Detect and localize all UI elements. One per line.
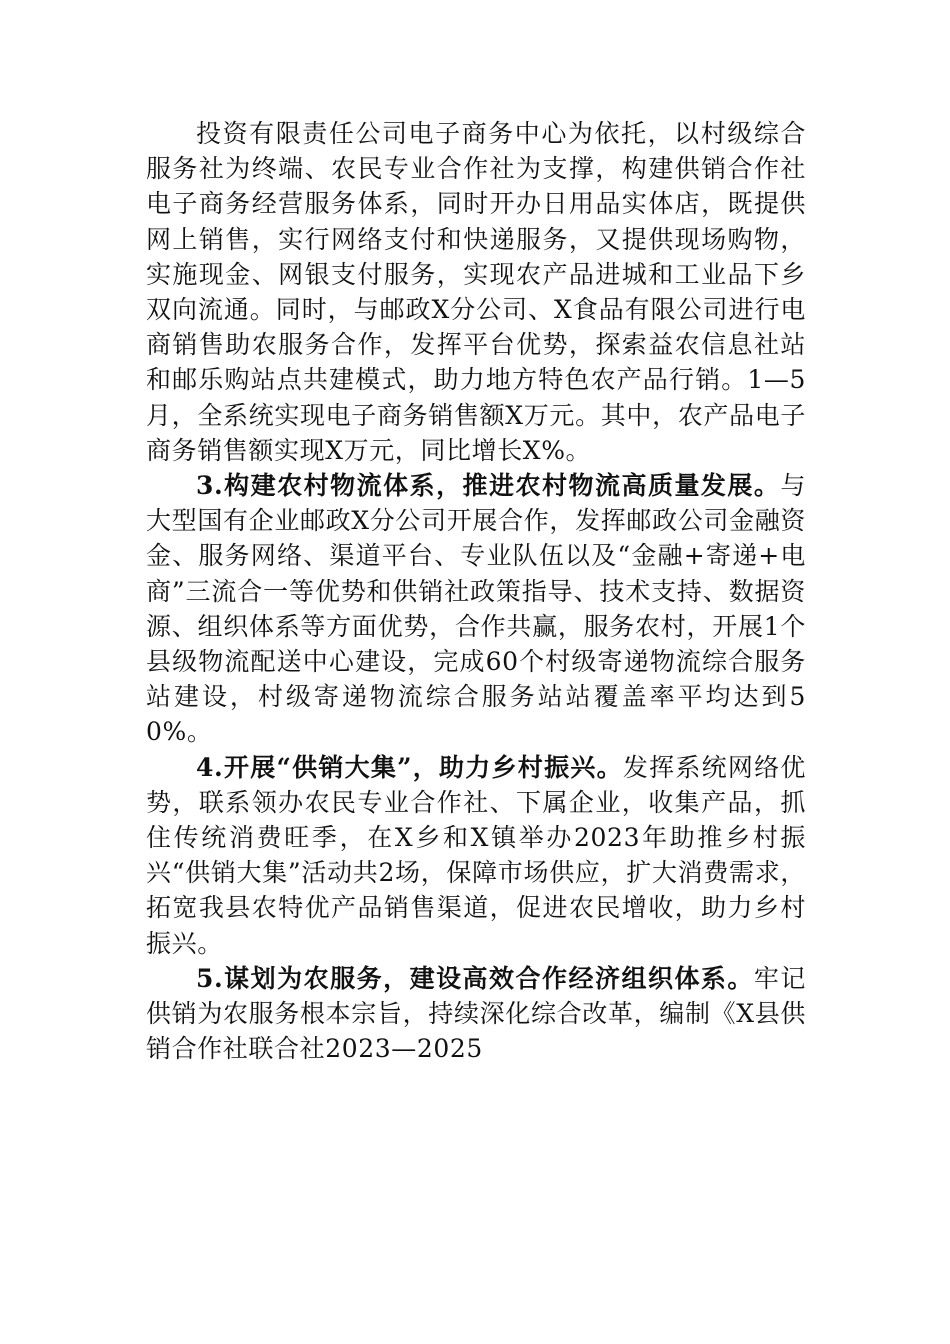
paragraph-logistics <box>146 468 806 750</box>
paragraph-text: 与大型国有企业邮政X分公司开展合作，发挥邮政公司金融资金、服务网络、渠道平台、专业队伍以及“金融+寄递+电商”三流合一等优势和供销社政策指导、技术支持、数据资源、组织体系等方面优势，合作共赢，服务农村，开展1个县级物流配送中心建设，完成60个村级寄递物流综合服务站建设，村级寄递物流综合服务站站覆盖率平均达到50%。 <box>146 471 806 747</box>
document-body <box>146 116 806 1066</box>
paragraph-market-fair <box>146 750 806 961</box>
paragraph-heading: 4.开展“供销大集”，助力乡村振兴。 <box>196 752 623 782</box>
paragraph-text: 牢记供销为农服务根本宗旨，持续深化综合改革，编制《X县供销合作社联合社2023—2025 <box>146 963 806 1064</box>
paragraph-heading: 3.构建农村物流体系，推进农村物流高质量发展。 <box>196 471 781 501</box>
paragraph-heading: 5.谋划为农服务，建设高效合作经济组织体系。 <box>196 963 754 993</box>
paragraph-ecommerce <box>146 116 806 468</box>
paragraph-text: 发挥系统网络优势，联系领办农民专业合作社、下属企业，收集产品，抓住传统消费旺季，在X乡和X镇举办2023年助推乡村振兴“供销大集”活动共2场，保障市场供应，扩大消费需求，拓宽我县农特优产品销售渠道，促进农民增收，助力乡村振兴。 <box>146 752 806 958</box>
paragraph-cooperative-system <box>146 961 806 1067</box>
paragraph-text: 投资有限责任公司电子商务中心为依托，以村级综合服务社为终端、农民专业合作社为支撑，构建供销合作社电子商务经营服务体系，同时开办日用品实体店，既提供网上销售，实行网络支付和快递服务，又提供现场购物，实施现金、网银支付服务，实现农产品进城和工业品下乡双向流通。同时，与邮政X分公司、X食品有限公司进行电商销售助农服务合作，发挥平台优势，探索益农信息社站和邮乐购站点共建模式，助力地方特色农产品行销。1—5月，全系统实现电子商务销售额X万元。其中，农产品电子商务销售额实现X万元，同比增长X%。 <box>146 119 806 465</box>
